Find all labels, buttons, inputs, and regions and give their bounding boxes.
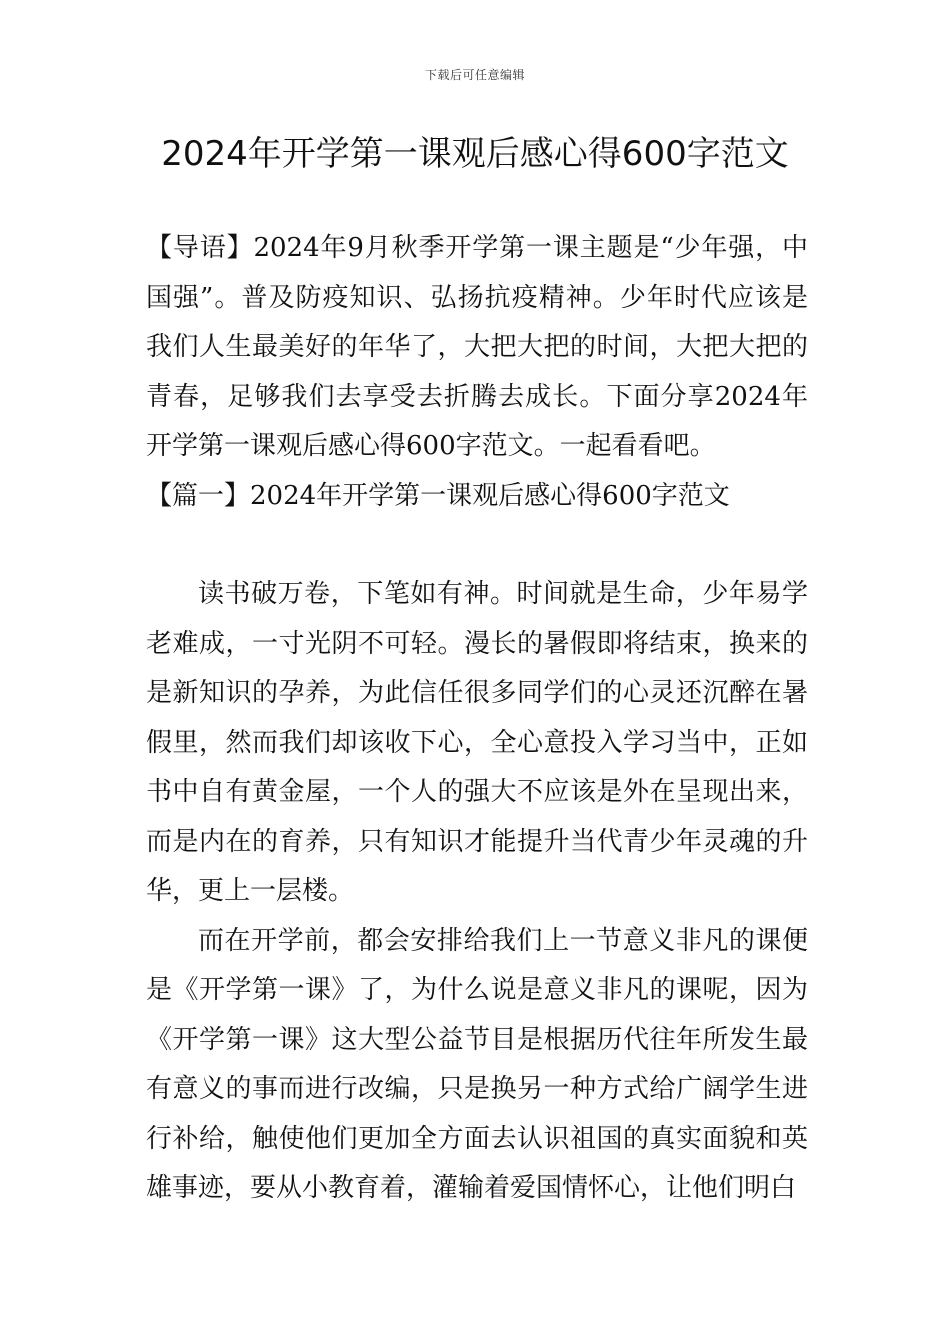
header-note: 下载后可任意编辑	[424, 68, 525, 82]
section-heading: 【篇一】2024年开学第一课观后感心得600字范文	[146, 480, 730, 511]
body-paragraph: 而在开学前，都会安排给我们上一节意义非凡的课便是《开学第一课》了，为什么说是意义非凡的课呢，因为《开学第一课》这大型公益节目是根据历代往年所发生最有意义的事而进行改编，只是换另一种方式给广阔学生进行补给，触使他们更加全方面去认识祖国的真实面貌和英雄事迹，要从小教育着，灌输着爱国情怀心，让他们明白	[146, 925, 808, 1203]
document-body	[146, 224, 808, 1214]
blank-line	[146, 521, 808, 570]
document-title: 2024年开学第一课观后感心得600字范文	[161, 134, 789, 174]
body-paragraph: 读书破万卷，下笔如有神。时间就是生命，少年易学老难成，一寸光阴不可轻。漫长的暑假即将结束，换来的是新知识的孕养，为此信任很多同学们的心灵还沉醉在暑假里，然而我们却该收下心，全心意投入学习当中，正如书中自有黄金屋，一个人的强大不应该是外在呈现出来，而是内在的育养，只有知识才能提升当代青少年灵魂的升华，更上一层楼。	[146, 579, 808, 906]
intro-paragraph: 【导语】2024年9月秋季开学第一课主题是“少年强，中国强”。普及防疫知识、弘扬抗疫精神。少年时代应该是我们人生最美好的年华了，大把大把的时间，大把大把的青春，足够我们去享受去折腾去成长。下面分享2024年开学第一课观后感心得600字范文。一起看看吧。	[146, 233, 808, 461]
